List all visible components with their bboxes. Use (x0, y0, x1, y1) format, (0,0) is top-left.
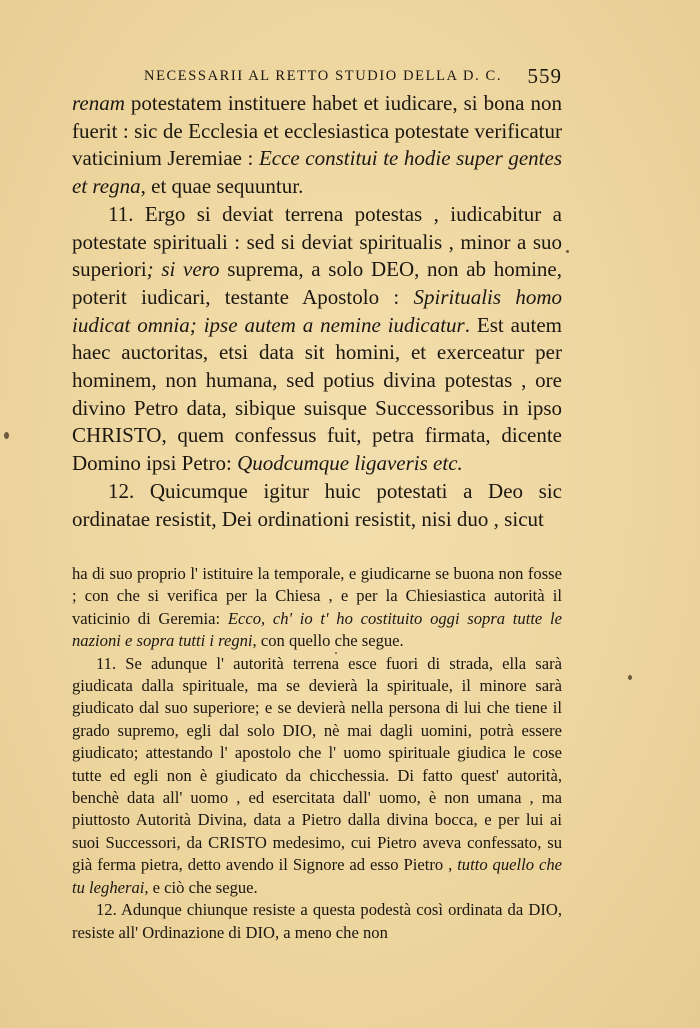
latin-p2-text-2: suprema, a solo DEO, non ab homine, poterit iudicari, testante Apostolo : (72, 257, 562, 309)
page-number: 559 (527, 64, 562, 88)
italian-p1-text: ha di suo proprio l' istituire la temporale, e giudicarne se buona non fosse ; con che si verifica per la Chiesa , e per la Chiesiastica autorità il vaticinio di Geremia: (72, 564, 562, 628)
latin-text-block (72, 90, 562, 533)
italian-paragraph-11 (72, 653, 562, 899)
italian-paragraph-12 (72, 899, 562, 944)
paper-speck (628, 675, 632, 680)
latin-p1-text: potestatem instituere habet et iudicare, si bona non fuerit : sic de Ecclesia et ecclesiastica potestate verificatur vaticinium Jeremiae : (72, 91, 562, 171)
latin-paragraph-1 (72, 90, 562, 201)
italian-p3-text: 12. Adunque chiunque resiste a questa podestà così ordinata da DIO, resiste all' Ordinazione di DIO, a meno che non (72, 900, 562, 942)
italian-p1-quote: Ecco, ch' io t' ho costituito oggi sopra tutte le nazioni e sopra tutti i regni (72, 608, 562, 651)
italian-p2-end: , e ciò che segue. (144, 877, 258, 897)
paper-speck (566, 250, 569, 253)
latin-paragraph-11 (72, 201, 562, 478)
latin-p3-text: 12. Quicumque igitur huic potestati a Deo sic ordinatae resistit, Dei ordinationi resistit, nisi duo , sicut (72, 478, 562, 531)
latin-p2-italic-si-vero: ; si vero (146, 257, 220, 282)
italian-p2-text: 11. Se adunque l' autorità terrena esce fuori di strada, ella sarà giudicata dalla spirituale, ma se devierà la spirituale, il minore sarà giudicato dal suo superiore; e se devierà nella persona di lui che tiene il grado supremo, egli dal solo DIO, nè mai dagli uomini, potrà essere giudicato; attestando l' apostolo che l' uomo spirituale giudica le cose tutte ed egli non è giudicato da chicchessia. Di fatto quest' autorità, benchè data all' uomo , ed esercitata dall' uomo, è non umana , ma piuttosto Autorità Divina, data a Pietro dalla divina bocca, e per lui ai suoi Successori, da CRISTO medesimo, cui Pietro aveva confessato, su già ferma pietra, detto avendo il Signore ad esso Pietro , (72, 653, 562, 875)
latin-p2-quote-apostle: Spiritualis homo iudicat omnia; ipse autem a nemine iudicatur (72, 284, 562, 337)
running-head: NECESSARII AL RETTO STUDIO DELLA D. C. (144, 68, 503, 84)
italian-p1-end: , con quello che segue. (252, 631, 404, 651)
latin-p1-italic-fragment: renam (72, 91, 125, 115)
latin-p2-quote-quodcumque: Quodcumque ligaveris etc. (237, 451, 463, 476)
latin-p2-text: 11. Ergo si deviat terrena potestas , iudicabitur a potestate spirituali : sed si deviat spiritualis , minor a suo superiori (72, 201, 562, 282)
latin-p1-end: , et quae sequuntur. (140, 174, 304, 199)
latin-p1-quote: Ecce constitui te hodie super gentes et regna (72, 146, 562, 199)
paper-speck (335, 652, 337, 654)
italian-translation-block (72, 563, 562, 944)
italian-p2-quote: tutto quello che tu legherai (72, 855, 562, 897)
latin-paragraph-12 (72, 478, 562, 533)
latin-p2-text-3: . Est autem haec auctoritas, etsi data sit homini, et exerceatur per hominem, non humana, sed potius divina potestas , ore divino Petro data, sibique suisque Successoribus in ipso CHRISTO, quem confessus fuit, petra firmata, dicente Domino ipsi Petro: (72, 312, 562, 476)
italian-paragraph-1 (72, 563, 562, 653)
page-header (72, 64, 562, 88)
paper-speck (4, 432, 9, 439)
